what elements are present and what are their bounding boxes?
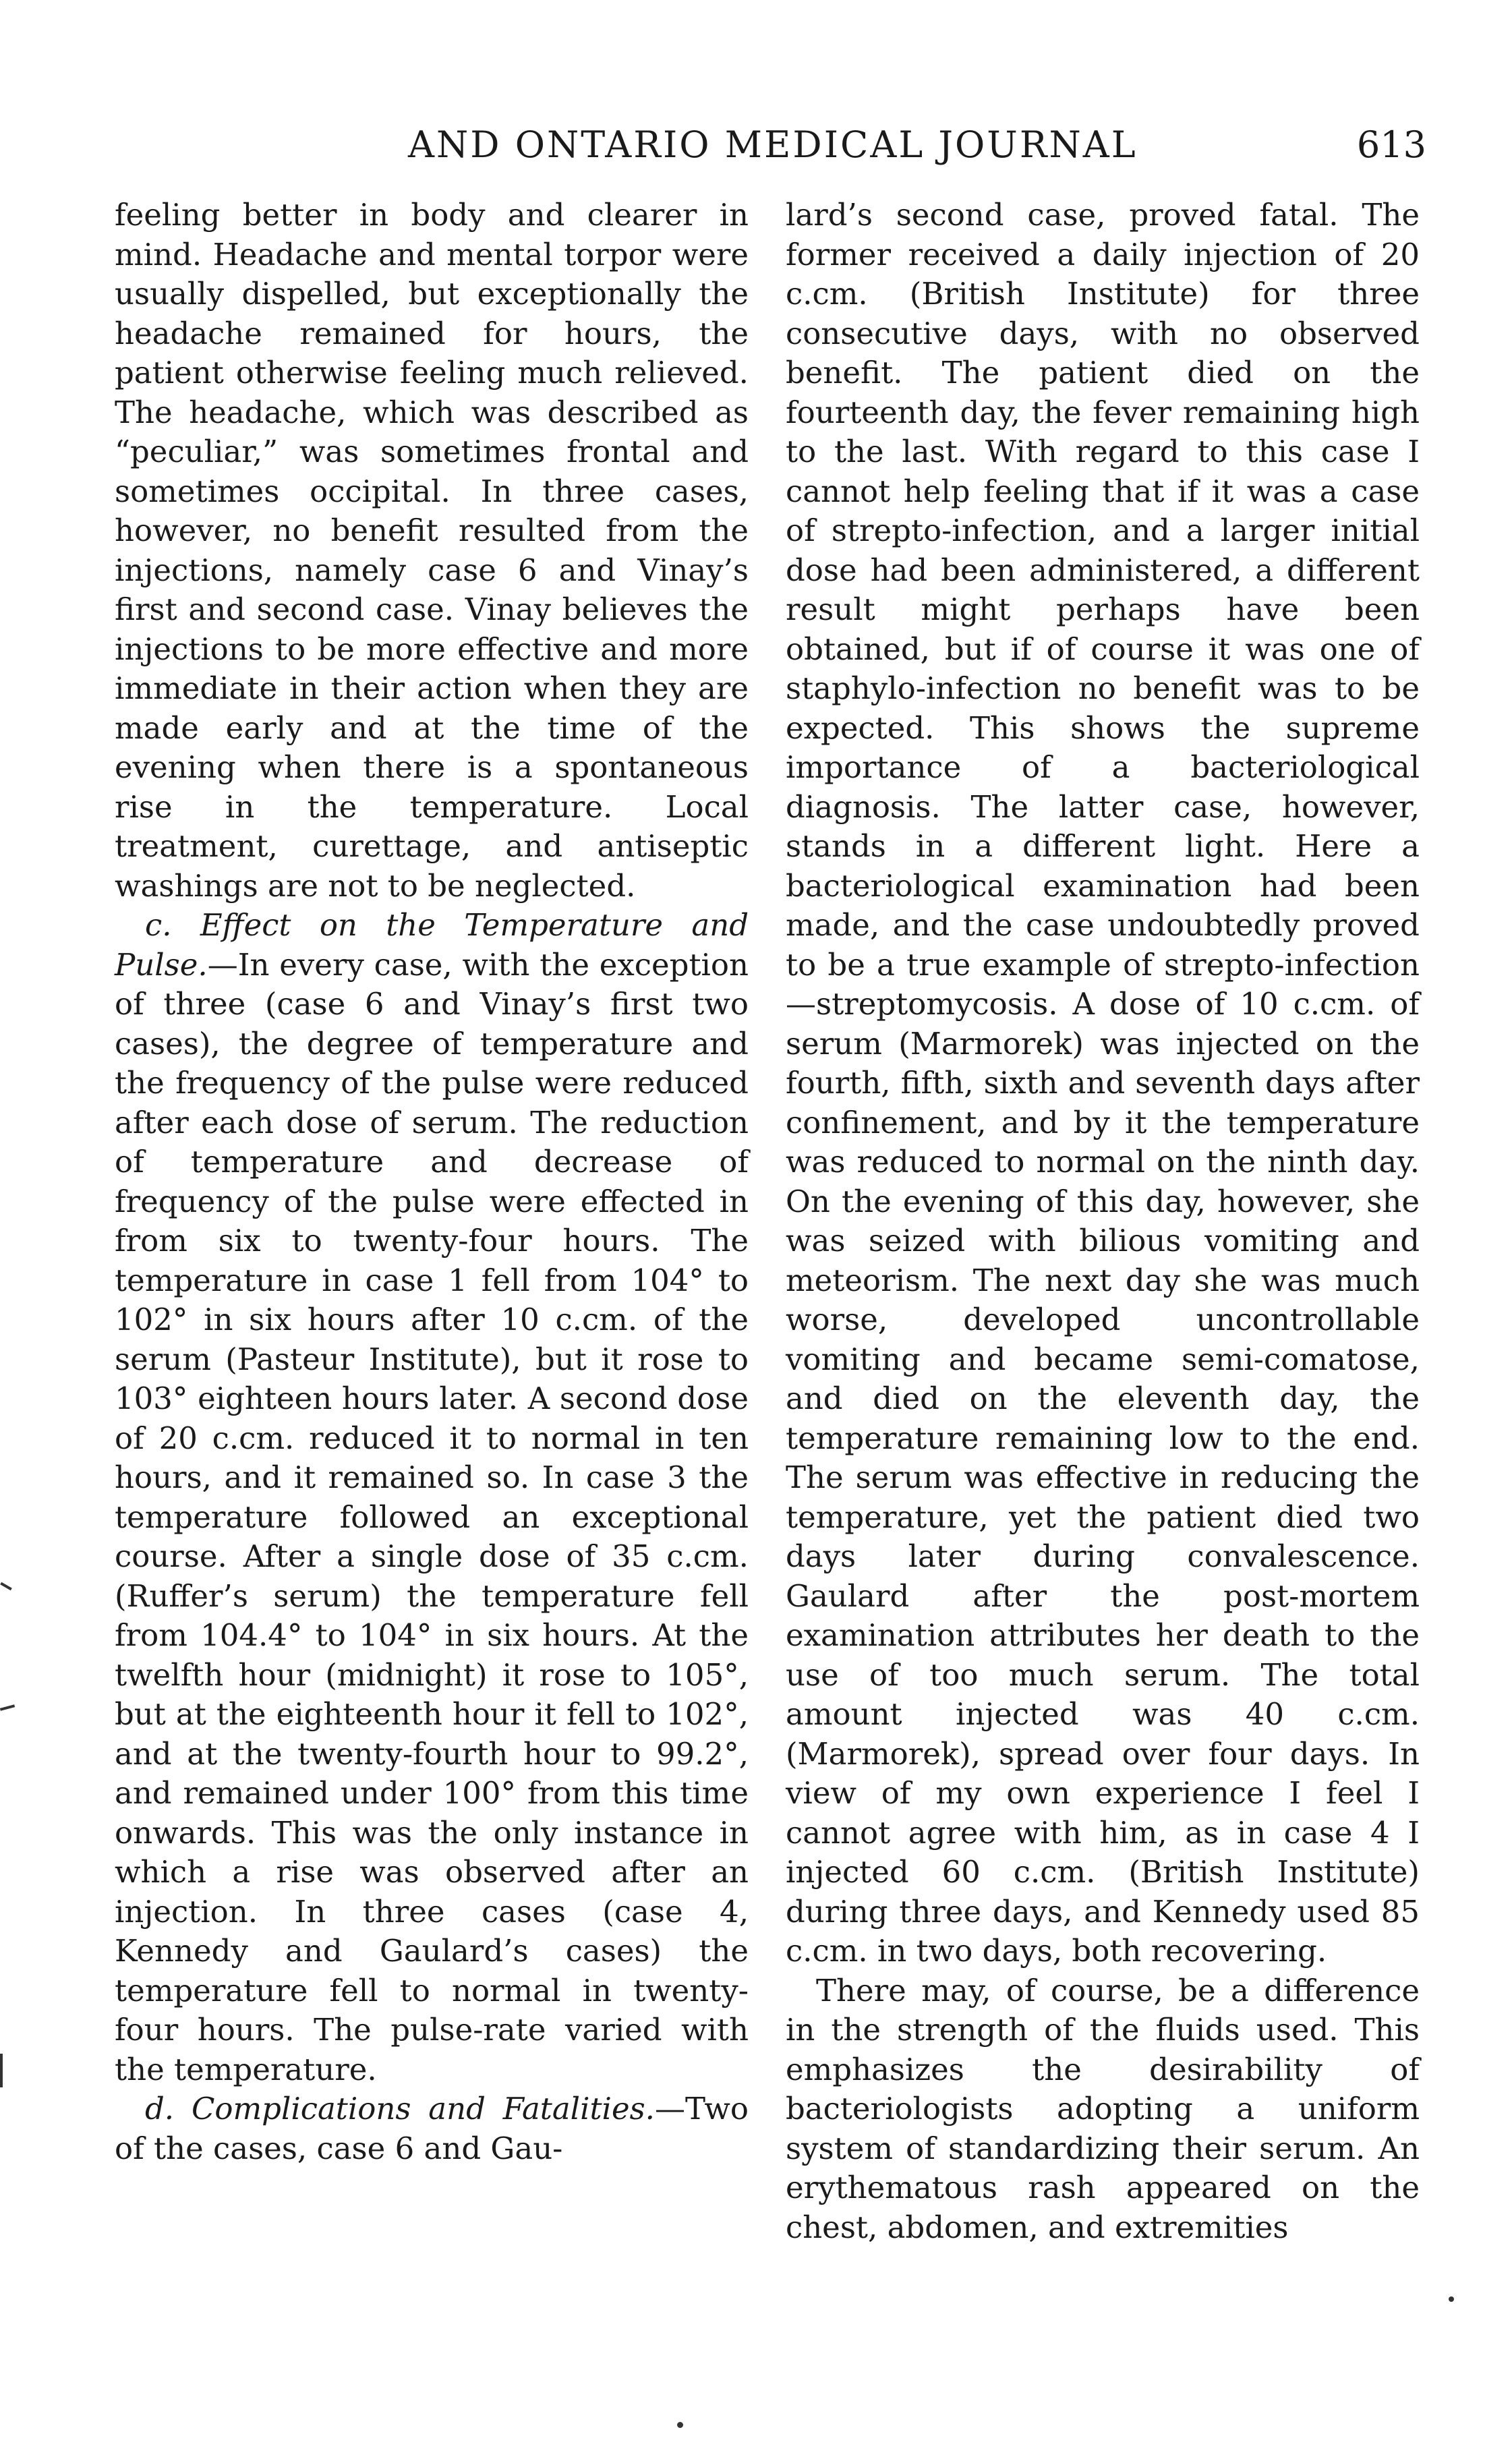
ink-speck [1449, 2296, 1454, 2302]
margin-mark [0, 2054, 3, 2087]
left-column [115, 196, 749, 2168]
margin-mark [0, 1582, 12, 1590]
section-body-complications: —Two of the cases, case 6 and Gau- [115, 2091, 749, 2166]
page-number: 613 [1356, 123, 1426, 166]
section-heading-temperature-pulse: c. Effect on the Temperature and Pulse. [115, 907, 749, 983]
paragraph-headache: feeling better in body and clearer in mind. Headache and mental torpor were usually dispelled, but exceptionally the headache remained for hours, the patient otherwise feeling much relieved. The headache, which was described as “peculiar,” was sometimes frontal and sometimes occipital. In three cases, however, no benefit resulted from the injections, namely case 6 and Vinay’s first and second case. Vinay believes the injections to be more effective and more immediate in their action when they are made early and at the time of the evening when there is a spontaneous rise in the temperature. Local treatment, curettage, and antiseptic washings are not to be neglected. [115, 197, 749, 904]
paragraph-fluid-strength: There may, of course, be a difference in the strength of the fluids used. This emphasizes the desirability of bacteriologists adopting a uniform system of standardizing their serum. An erythematous rash appeared on the chest, abdomen, and extremities [786, 1972, 1420, 2245]
margin-mark [0, 1704, 15, 1711]
paragraph-temperature-pulse [115, 906, 749, 2089]
paragraph-complications [115, 2089, 749, 2168]
section-heading-complications: d. Complications and Fatalities. [145, 2091, 655, 2127]
right-column [786, 196, 1420, 2247]
running-title: AND ONTARIO MEDICAL JOURNAL [408, 123, 1138, 166]
page-header [118, 118, 1426, 172]
paragraph-fatal-cases: lard’s second case, proved fatal. The former received a daily injection of 20 c.cm. (British Institute) for three consecutive days, with no observed benefit. The patient died on the fourteenth day, the fever remaining high to the last. With regard to this case I cannot help feeling that if it was a case of strepto-infection, and a larger initial dose had been administered, a different result might perhaps have been obtained, but if of course it was one of staphylo-infection no benefit was to be expected. This shows the supreme importance of a bacteriological diagnosis. The latter case, however, stands in a different light. Here a bacteriological examination had been made, and the case undoubtedly proved to be a true example of strepto-infection—streptomycosis. A dose of 10 c.cm. of serum (Marmorek) was injected on the fourth, fifth, sixth and seventh days after confinement, and by it the temperature was reduced to normal on the ninth day. On the evening of this day, however, she was seized with bilious vomiting and meteorism. The next day she was much worse, developed uncontrollable vomiting and became semi-comatose, and died on the eleventh day, the temperature remaining low to the end. The serum was effective in reducing the temperature, yet the patient died two days later during convalescence. Gaulard after the post-mortem examination attributes her death to the use of too much serum. The total amount injected was 40 c.cm. (Marmorek), spread over four days. In view of my own experience I feel I cannot agree with him, as in case 4 I injected 60 c.cm. (British Institute) during three days, and Kennedy used 85 c.cm. in two days, both recovering. [786, 197, 1420, 1969]
ink-speck [677, 2422, 683, 2428]
section-body-temperature-pulse: —In every case, with the exception of three (case 6 and Vinay’s first two cases), the degree of temperature and the frequency of the pulse were reduced after each dose of serum. The reduction of temperature and decrease of frequency of the pulse were effected in from six to twenty-four hours. The temperature in case 1 fell from 104° to 102° in six hours after 10 c.cm. of the serum (Pasteur Institute), but it rose to 103° eighteen hours later. A second dose of 20 c.cm. reduced it to normal in ten hours, and it remained so. In case 3 the temperature followed an exceptional course. After a single dose of 35 c.cm. (Ruffer’s serum) the temperature fell from 104.4° to 104° in six hours. At the twelfth hour (midnight) it rose to 105°, but at the eighteenth hour it fell to 102°, and at the twenty-fourth hour to 99.2°, and remained under 100° from this time onwards. This was the only instance in which a rise was observed after an injection. In three cases (case 4, Kennedy and Gaulard’s cases) the temperature fell to normal in twenty-four hours. The pulse-rate varied with the temperature. [115, 946, 749, 2087]
